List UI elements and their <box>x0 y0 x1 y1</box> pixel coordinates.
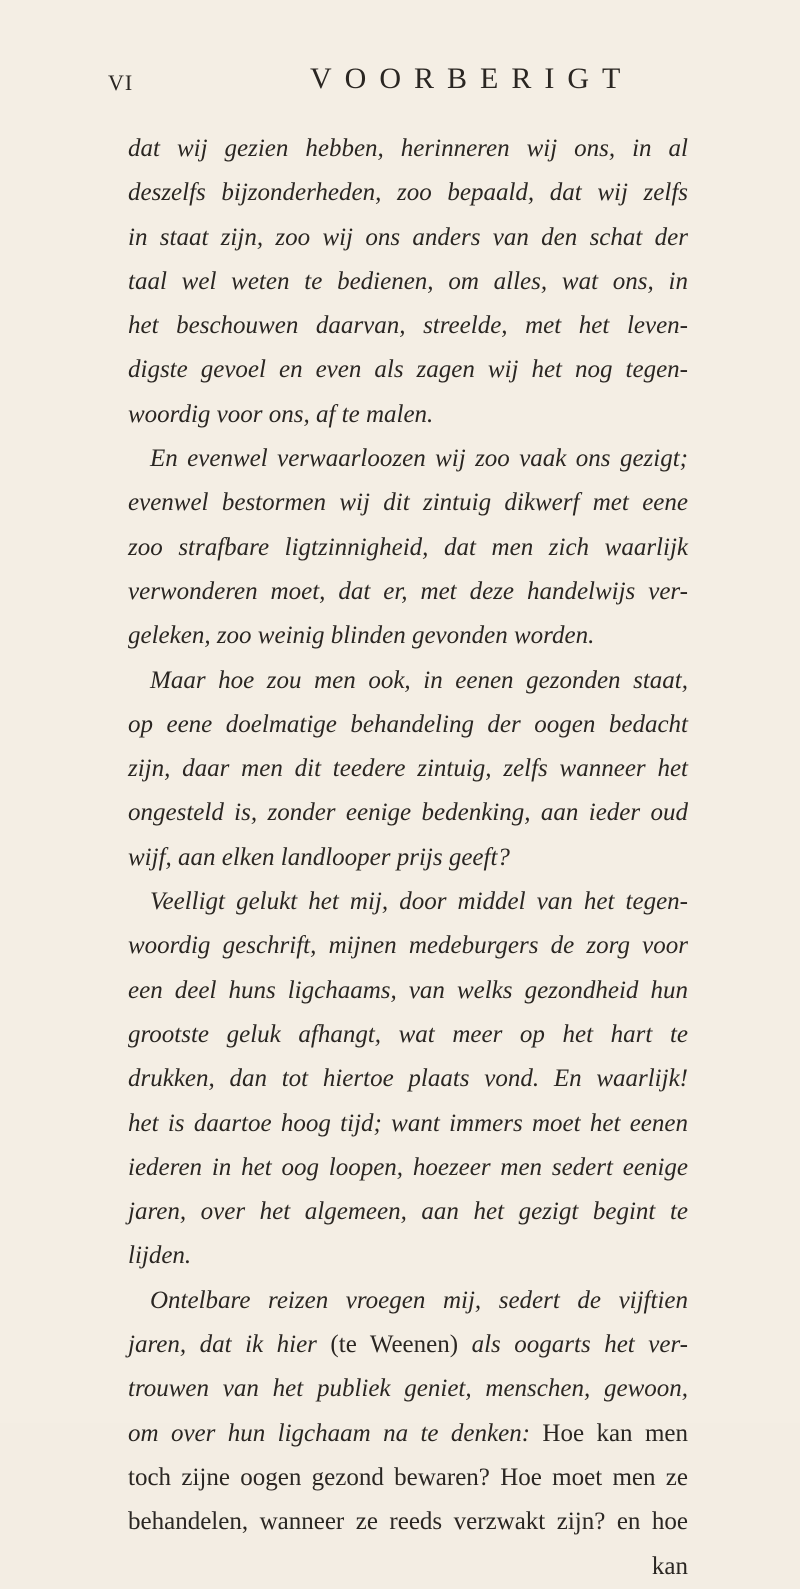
text-line: Ontelbare reizen vroegen mij, sedert de vijftien <box>150 1286 688 1314</box>
catchword: kan <box>651 1552 688 1580</box>
page-number: VI <box>108 70 134 95</box>
text-span: als oogarts het ver- <box>471 1331 688 1359</box>
page-header <box>0 60 800 100</box>
text-line: verwonderen moet, dat er, met deze handelwijs ver- <box>128 577 688 605</box>
text-line: drukken, dan tot hiertoe plaats vond. En waarlijk! <box>128 1065 688 1093</box>
text-line: ongesteld is, zonder eenige bedenking, aan ieder oud <box>128 799 688 827</box>
text-line: Maar hoe zou men ook, in eenen gezonden staat, <box>150 666 688 694</box>
text-line: geleken, zoo weinig blinden gevonden worden. <box>128 622 595 650</box>
text-line: op eene doelmatige behandeling der oogen bedacht <box>128 710 688 738</box>
body-text <box>128 127 688 1589</box>
text-line: lijden. <box>128 1242 192 1270</box>
text-line: trouwen van het publiek geniet, menschen, gewoon, <box>128 1375 688 1403</box>
text-line: woordig geschrift, mijnen medeburgers de zorg voor <box>128 932 688 960</box>
text-line: iederen in het oog loopen, hoezeer men sedert eenige <box>128 1153 688 1181</box>
text-line: woordig voor ons, af te malen. <box>128 400 434 428</box>
text-line: het beschouwen daarvan, streelde, met het leven- <box>128 312 688 340</box>
text-line: toch zijne oogen gezond bewaren? Hoe moet men ze <box>128 1463 688 1491</box>
text-line: dat wij gezien hebben, herinneren wij ons, in al <box>128 135 688 162</box>
text-span: Hoe kan men <box>542 1419 688 1447</box>
text-line: deszelfs bijzonderheden, zoo bepaald, dat wij zelfs <box>128 179 688 207</box>
text-line: digste gevoel en even als zagen wij het nog tegen- <box>128 356 688 384</box>
text-line: jaren, over het algemeen, aan het gezigt begint te <box>128 1198 688 1226</box>
text-line: het is daartoe hoog tijd; want immers moet het eenen <box>128 1109 688 1137</box>
text-line <box>128 1323 688 1367</box>
text-line: zijn, daar men dit teedere zintuig, zelfs wanneer het <box>128 755 688 783</box>
text-line <box>128 1412 688 1456</box>
text-line: evenwel bestormen wij dit zintuig dikwerf met eene <box>128 489 688 517</box>
text-line: grootste geluk afhangt, wat meer op het hart te <box>128 1020 688 1048</box>
text-span: (te Weenen) <box>330 1331 459 1359</box>
text-line: behandelen, wanneer ze reeds verzwakt zijn? en hoe <box>128 1508 688 1536</box>
text-line: een deel huns ligchaams, van welks gezondheid hun <box>128 976 688 1004</box>
text-line: En evenwel verwaarloozen wij zoo vaak ons gezigt; <box>150 445 688 473</box>
text-line: Veelligt gelukt het mij, door middel van het tegen- <box>150 888 688 916</box>
running-head: VOORBERIGT <box>310 62 634 95</box>
text-line: in staat zijn, zoo wij ons anders van den schat der <box>128 223 688 251</box>
text-line: taal wel weten te bedienen, om alles, wat ons, in <box>128 267 688 295</box>
text-line: zoo strafbare ligtzinnigheid, dat men zich waarlijk <box>128 533 688 561</box>
text-span: jaren, dat ik hier <box>128 1331 317 1359</box>
text-line: wijf, aan elken landlooper prijs geeft? <box>128 843 510 871</box>
text-span: om over hun ligchaam na te denken: <box>128 1419 531 1447</box>
